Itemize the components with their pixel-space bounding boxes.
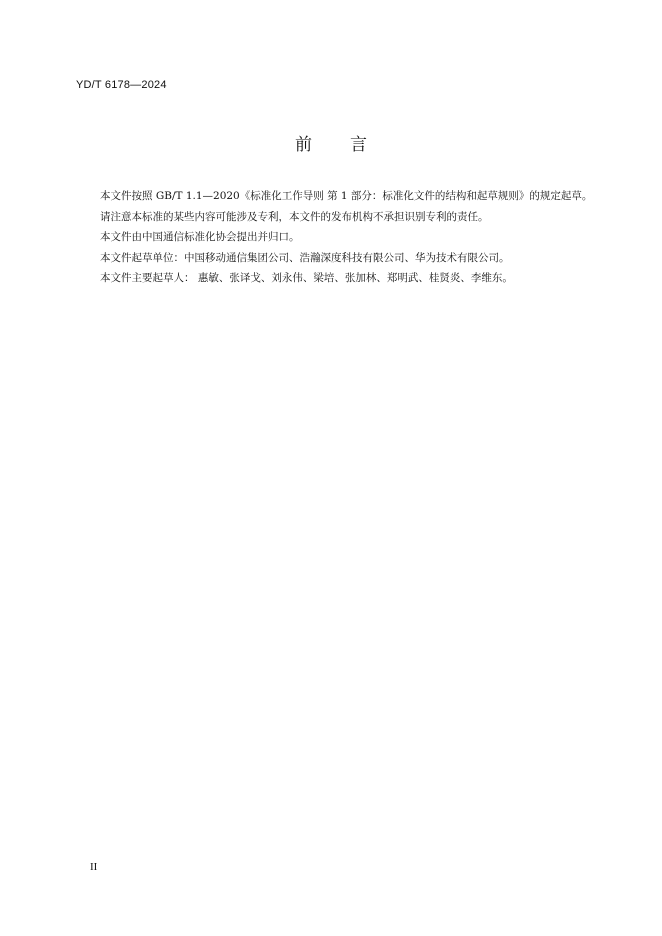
paragraph-patent-notice: 请注意本标准的某些内容可能涉及专利，本文件的发布机构不承担识别专利的责任。 (100, 210, 489, 223)
document-id: YD/T 6178—2024 (76, 79, 167, 91)
section-title: 前言 (295, 135, 405, 155)
preface-body (79, 186, 603, 289)
paragraph-drafting-units: 本文件起草单位：中国移动通信集团公司、浩瀚深度科技有限公司、华为技术有限公司。 (100, 251, 510, 264)
page-number: II (90, 861, 98, 873)
paragraph-drafting-rules: 本文件按照 GB/T 1.1—2020《标准化工作导则 第 1 部分：标准化文件的结构和起草规则》的规定起草。 (100, 190, 593, 202)
paragraph-proposer: 本文件由中国通信标准化协会提出并归口。 (100, 231, 300, 243)
paragraph-drafters: 本文件主要起草人： 惠敏、张译戈、刘永伟、梁培、张加林、郑明武、桂贤炎、李维东。 (100, 272, 513, 284)
